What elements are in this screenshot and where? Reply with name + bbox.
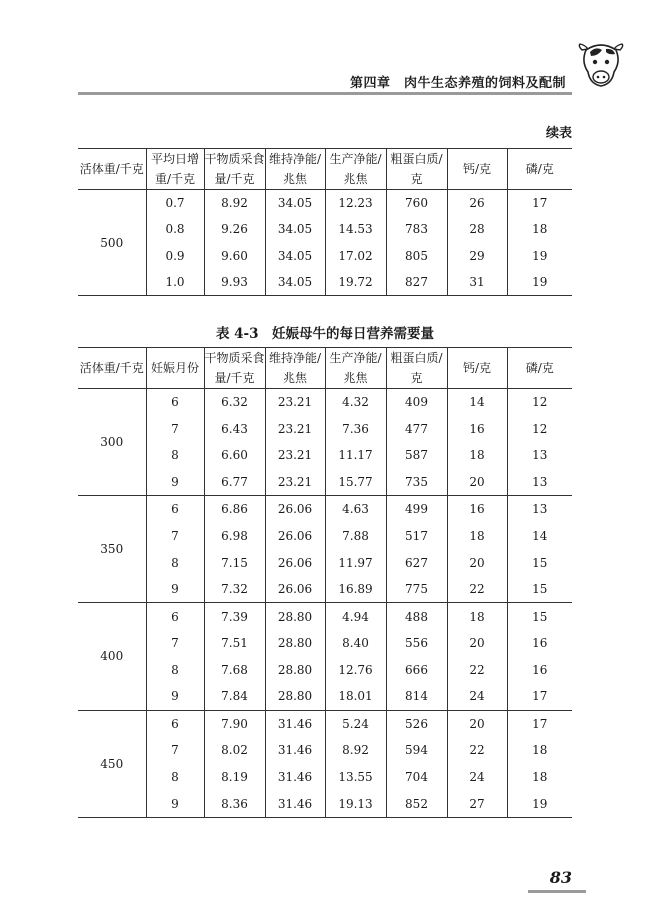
- table-cell: 20: [447, 469, 507, 496]
- table-row: [78, 656, 572, 683]
- table-cell: 15: [532, 609, 548, 624]
- table-cell: 9.60: [204, 243, 265, 270]
- table-cell: 477: [386, 415, 447, 442]
- table-cell: 9.93: [204, 269, 265, 296]
- table-cell: 7.32: [204, 576, 265, 603]
- table-cell: 24: [447, 764, 507, 791]
- table-cell: 7: [146, 737, 204, 764]
- table-cell: 12: [532, 421, 548, 436]
- table-cell: 34.05: [265, 243, 325, 270]
- table-row: [78, 549, 572, 576]
- table-cell: 783: [386, 216, 447, 243]
- table-cell: 4.94: [325, 603, 386, 630]
- table-cell: 34.05: [265, 216, 325, 243]
- table-cell: 409: [386, 389, 447, 416]
- table-cell: 19: [507, 269, 572, 296]
- table-cell: 14: [532, 528, 548, 543]
- column-header-calcium: 钙/克: [447, 348, 507, 389]
- column-header-maintenance-energy: 维持净能/兆焦: [265, 149, 325, 190]
- table-cell: 735: [386, 469, 447, 496]
- table-cell: 22: [447, 656, 507, 683]
- table-cell: 805: [386, 243, 447, 270]
- table-cell: 8.92: [204, 190, 265, 217]
- table-cell: 0.8: [146, 216, 204, 243]
- table-row: [78, 415, 572, 442]
- table-caption: 表 4-3 妊娠母牛的每日营养需要量: [215, 326, 435, 342]
- table-cell: 28.80: [265, 630, 325, 657]
- table-cell: 14: [447, 389, 507, 416]
- table-cell: 8.40: [325, 630, 386, 657]
- table-cell: 556: [386, 630, 447, 657]
- page-number: 83: [549, 868, 572, 887]
- table-row: [78, 389, 572, 416]
- table-cell: 28.80: [265, 603, 325, 630]
- table-row: [78, 710, 572, 737]
- table-cell: 8: [146, 764, 204, 791]
- table-cell: 7.90: [204, 710, 265, 737]
- footer-rule: [528, 890, 586, 893]
- table-row: [78, 764, 572, 791]
- table-cell: 13: [532, 448, 548, 463]
- table-row: [78, 603, 572, 630]
- table-row: [78, 790, 572, 817]
- table-cell: 6.98: [204, 522, 265, 549]
- table-cell: 31.46: [265, 737, 325, 764]
- table-cell: 7.51: [204, 630, 265, 657]
- table-cell: 4.32: [325, 389, 386, 416]
- table-row: [78, 496, 572, 523]
- cow-head-icon: [576, 40, 626, 90]
- column-header-phosphorus: 磷/克: [507, 348, 572, 389]
- table-cell: 6.43: [204, 415, 265, 442]
- table-cell: 627: [386, 549, 447, 576]
- table-cell: 19.13: [325, 790, 386, 817]
- header-rule: [78, 92, 572, 95]
- table-cell: 31.46: [265, 790, 325, 817]
- table-cell: 19: [507, 790, 572, 817]
- table-cell: 6: [146, 496, 204, 523]
- table-cell: 19: [532, 248, 548, 263]
- table-cell: 7.39: [204, 603, 265, 630]
- table-cell: 8.02: [204, 737, 265, 764]
- table-cell: 18: [447, 522, 507, 549]
- table-cell: 23.21: [265, 442, 325, 469]
- table-cell: 7: [146, 630, 204, 657]
- column-header-maintenance-energy: 维持净能/兆焦: [265, 348, 325, 389]
- table-cell: 488: [386, 603, 447, 630]
- table-cell: 12: [532, 395, 548, 410]
- table-cell: 22: [447, 576, 507, 603]
- table-cell: 6.77: [204, 469, 265, 496]
- table-cell: 17.02: [325, 243, 386, 270]
- table-cell: 18.01: [325, 683, 386, 710]
- table-cell: 15.77: [325, 469, 386, 496]
- table-cell: 12.76: [325, 656, 386, 683]
- table-cell: 11.17: [325, 442, 386, 469]
- weight-cell: 500: [78, 190, 146, 296]
- table-cell: 7: [146, 415, 204, 442]
- table-row: [78, 522, 572, 549]
- table-cell: 26.06: [265, 576, 325, 603]
- table-row: [78, 243, 572, 270]
- table-row: [78, 737, 572, 764]
- table-cell: 6: [146, 603, 204, 630]
- table-header-row: [78, 348, 572, 389]
- table-cell: 6.86: [204, 496, 265, 523]
- column-header-weight: 活体重/千克: [78, 149, 146, 190]
- table-cell: 666: [386, 656, 447, 683]
- table-cell: 7: [146, 522, 204, 549]
- table-cell: 814: [386, 683, 447, 710]
- table-cell: 18: [447, 442, 507, 469]
- table-cell: 20: [447, 710, 507, 737]
- table-cell: 11.97: [325, 549, 386, 576]
- column-header-weight: 活体重/千克: [78, 348, 146, 389]
- table-cell: 13: [532, 502, 548, 517]
- table-cell: 28: [447, 216, 507, 243]
- table-cell: 17: [532, 196, 548, 210]
- table-cell: 23.21: [265, 415, 325, 442]
- table-cell: 19.72: [325, 269, 386, 296]
- table-cell: 18: [532, 222, 548, 237]
- table-cell: 8.19: [204, 764, 265, 791]
- table-cell: 12.23: [325, 190, 386, 217]
- table-cell: 7.36: [325, 415, 386, 442]
- page-header: [0, 0, 650, 100]
- table-cell: 29: [447, 243, 507, 270]
- column-header-production-energy: 生产净能/兆焦: [325, 149, 386, 190]
- table-cell: 0.7: [146, 190, 204, 217]
- continued-data-table: [78, 148, 572, 296]
- table-cell: 15: [532, 555, 548, 570]
- table-cell: 9: [146, 790, 204, 817]
- table-row: [78, 683, 572, 710]
- table-cell: 7.15: [204, 549, 265, 576]
- weight-cell: 350: [78, 496, 146, 603]
- table-cell: 23.21: [265, 389, 325, 416]
- column-header-daily-gain: 平均日增重/千克: [146, 149, 204, 190]
- column-header-production-energy: 生产净能/兆焦: [325, 348, 386, 389]
- table-cell: 5.24: [325, 710, 386, 737]
- table-cell: 16: [447, 415, 507, 442]
- table-cell: 20: [447, 630, 507, 657]
- table-cell: 9: [146, 469, 204, 496]
- table-cell: 16: [532, 662, 548, 677]
- table-cell: 26.06: [265, 549, 325, 576]
- table-cell: 31.46: [265, 764, 325, 791]
- weight-cell: 300: [78, 389, 146, 496]
- column-header-dry-matter: 干物质采食量/千克: [204, 348, 265, 389]
- table-cell: 0.9: [146, 243, 204, 270]
- table-cell: 7.84: [204, 683, 265, 710]
- table-cell: 775: [386, 576, 447, 603]
- table-cell: 20: [447, 549, 507, 576]
- table-cell: 18: [532, 743, 548, 758]
- table-cell: 9.26: [204, 216, 265, 243]
- table-cell: 22: [447, 737, 507, 764]
- column-header-crude-protein: 粗蛋白质/克: [386, 149, 447, 190]
- column-header-crude-protein: 粗蛋白质/克: [386, 348, 447, 389]
- table-row: [78, 576, 572, 603]
- table-cell: 31: [447, 269, 507, 296]
- table-cell: 7.68: [204, 656, 265, 683]
- table-cell: 27: [447, 790, 507, 817]
- table-cell: 499: [386, 496, 447, 523]
- table-cell: 18: [532, 770, 548, 785]
- table-cell: 6.60: [204, 442, 265, 469]
- pregnant-cow-nutrition-table: [78, 347, 572, 818]
- table-cell: 9: [146, 576, 204, 603]
- table-cell: 13: [507, 469, 572, 496]
- table-cell: 24: [447, 683, 507, 710]
- table-cell: 16: [447, 496, 507, 523]
- table-cell: 26: [447, 190, 507, 217]
- table-cell: 26.06: [265, 496, 325, 523]
- table-cell: 15: [507, 576, 572, 603]
- table-cell: 6: [146, 389, 204, 416]
- table-cell: 26.06: [265, 522, 325, 549]
- column-header-calcium: 钙/克: [447, 149, 507, 190]
- table-cell: 827: [386, 269, 447, 296]
- table-cell: 17: [507, 683, 572, 710]
- table-cell: 9: [146, 683, 204, 710]
- chapter-title: 第四章 肉牛生态养殖的饲料及配制: [349, 76, 566, 91]
- table-cell: 8.36: [204, 790, 265, 817]
- table-row: [78, 469, 572, 496]
- column-header-phosphorus: 磷/克: [507, 149, 572, 190]
- table-cell: 31.46: [265, 710, 325, 737]
- table-cell: 8.92: [325, 737, 386, 764]
- table-row: [78, 216, 572, 243]
- table-cell: 13.55: [325, 764, 386, 791]
- table-cell: 23.21: [265, 469, 325, 496]
- table-cell: 4.63: [325, 496, 386, 523]
- table-row: [78, 442, 572, 469]
- table-cell: 28.80: [265, 683, 325, 710]
- table-cell: 8: [146, 656, 204, 683]
- table-cell: 760: [386, 190, 447, 217]
- table-header-row: [78, 149, 572, 190]
- table-row: [78, 630, 572, 657]
- weight-cell: 450: [78, 710, 146, 817]
- table-cell: 517: [386, 522, 447, 549]
- continued-label: 续表: [545, 126, 572, 141]
- table-cell: 704: [386, 764, 447, 791]
- table-cell: 17: [532, 716, 548, 731]
- table-row: [78, 190, 572, 217]
- table-row: [78, 269, 572, 296]
- table-cell: 18: [447, 603, 507, 630]
- column-header-pregnancy-month: 妊娠月份: [146, 348, 204, 389]
- table-cell: 16.89: [325, 576, 386, 603]
- table-cell: 1.0: [146, 269, 204, 296]
- weight-cell: 400: [78, 603, 146, 710]
- table-cell: 14.53: [325, 216, 386, 243]
- table-cell: 28.80: [265, 656, 325, 683]
- table-cell: 16: [532, 636, 548, 651]
- table-cell: 34.05: [265, 190, 325, 217]
- table-cell: 34.05: [265, 269, 325, 296]
- table-cell: 852: [386, 790, 447, 817]
- table-cell: 594: [386, 737, 447, 764]
- table-cell: 526: [386, 710, 447, 737]
- column-header-dry-matter: 干物质采食量/千克: [204, 149, 265, 190]
- table-cell: 8: [146, 442, 204, 469]
- table-cell: 8: [146, 549, 204, 576]
- table-cell: 6: [146, 710, 204, 737]
- table-cell: 7.88: [325, 522, 386, 549]
- table-cell: 587: [386, 442, 447, 469]
- table-cell: 6.32: [204, 389, 265, 416]
